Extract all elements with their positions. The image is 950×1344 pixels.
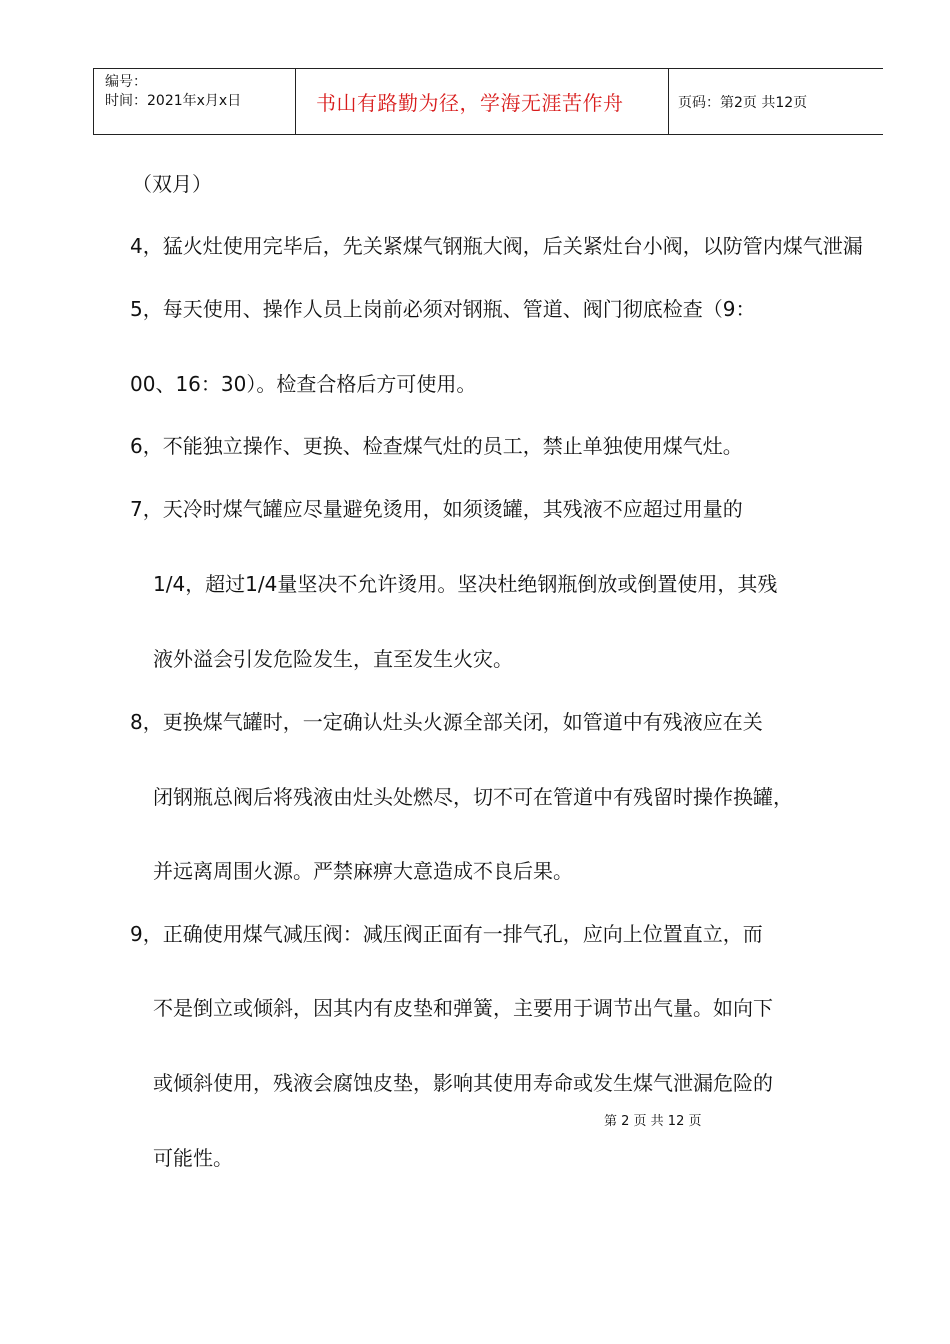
number-label: 编号： (105, 74, 147, 90)
text-line: 5，每天使用、操作人员上岗前必须对钢瓶、管道、阀门彻底检查（9： (130, 297, 756, 321)
motto-text: 书山有路勤为径，学海无涯苦作舟 (316, 91, 624, 115)
page-footer: 第 2 页 共 12 页 (604, 1114, 702, 1129)
page-info: 页码：第2页 共12页 (678, 94, 808, 111)
text-line: 不是倒立或倾斜，因其内有皮垫和弹簧，主要用于调节出气量。如向下 (153, 996, 773, 1020)
text-line: 1/4，超过1/4量坚决不允许烫用。坚决杜绝钢瓶倒放或倒置使用，其残 (153, 572, 778, 596)
text-line: 9，正确使用煤气减压阀：减压阀正面有一排气孔，应向上位置直立，而 (130, 922, 763, 946)
header-motto-cell (295, 69, 668, 134)
text-line: 00、16：30）。检查合格后方可使用。 (130, 372, 477, 396)
text-line: 8，更换煤气罐时，一定确认灶头火源全部关闭，如管道中有残液应在关 (130, 710, 763, 734)
header-meta-cell (93, 69, 295, 134)
text-line: 并远离周围火源。严禁麻痹大意造成不良后果。 (153, 859, 573, 883)
text-line: 6，不能独立操作、更换、检查煤气灶的员工，禁止单独使用煤气灶。 (130, 434, 743, 458)
text-line: 可能性。 (153, 1146, 233, 1170)
text-line: 闭钢瓶总阀后将残液由灶头处燃尽，切不可在管道中有残留时操作换罐， (153, 785, 793, 809)
time-label: 时间：2021年x月x日 (105, 93, 242, 109)
text-line: 液外溢会引发危险发生，直至发生火灾。 (153, 647, 513, 671)
header-page-cell (668, 69, 883, 134)
text-line: （双月） (132, 172, 212, 196)
text-line: 或倾斜使用，残液会腐蚀皮垫，影响其使用寿命或发生煤气泄漏危险的 (153, 1071, 773, 1095)
page-header (93, 68, 883, 135)
text-line: 7，天冷时煤气罐应尽量避免烫用，如须烫罐，其残液不应超过用量的 (130, 497, 743, 521)
text-line: 4，猛火灶使用完毕后，先关紧煤气钢瓶大阀，后关紧灶台小阀，以防管内煤气泄漏 (130, 234, 863, 258)
